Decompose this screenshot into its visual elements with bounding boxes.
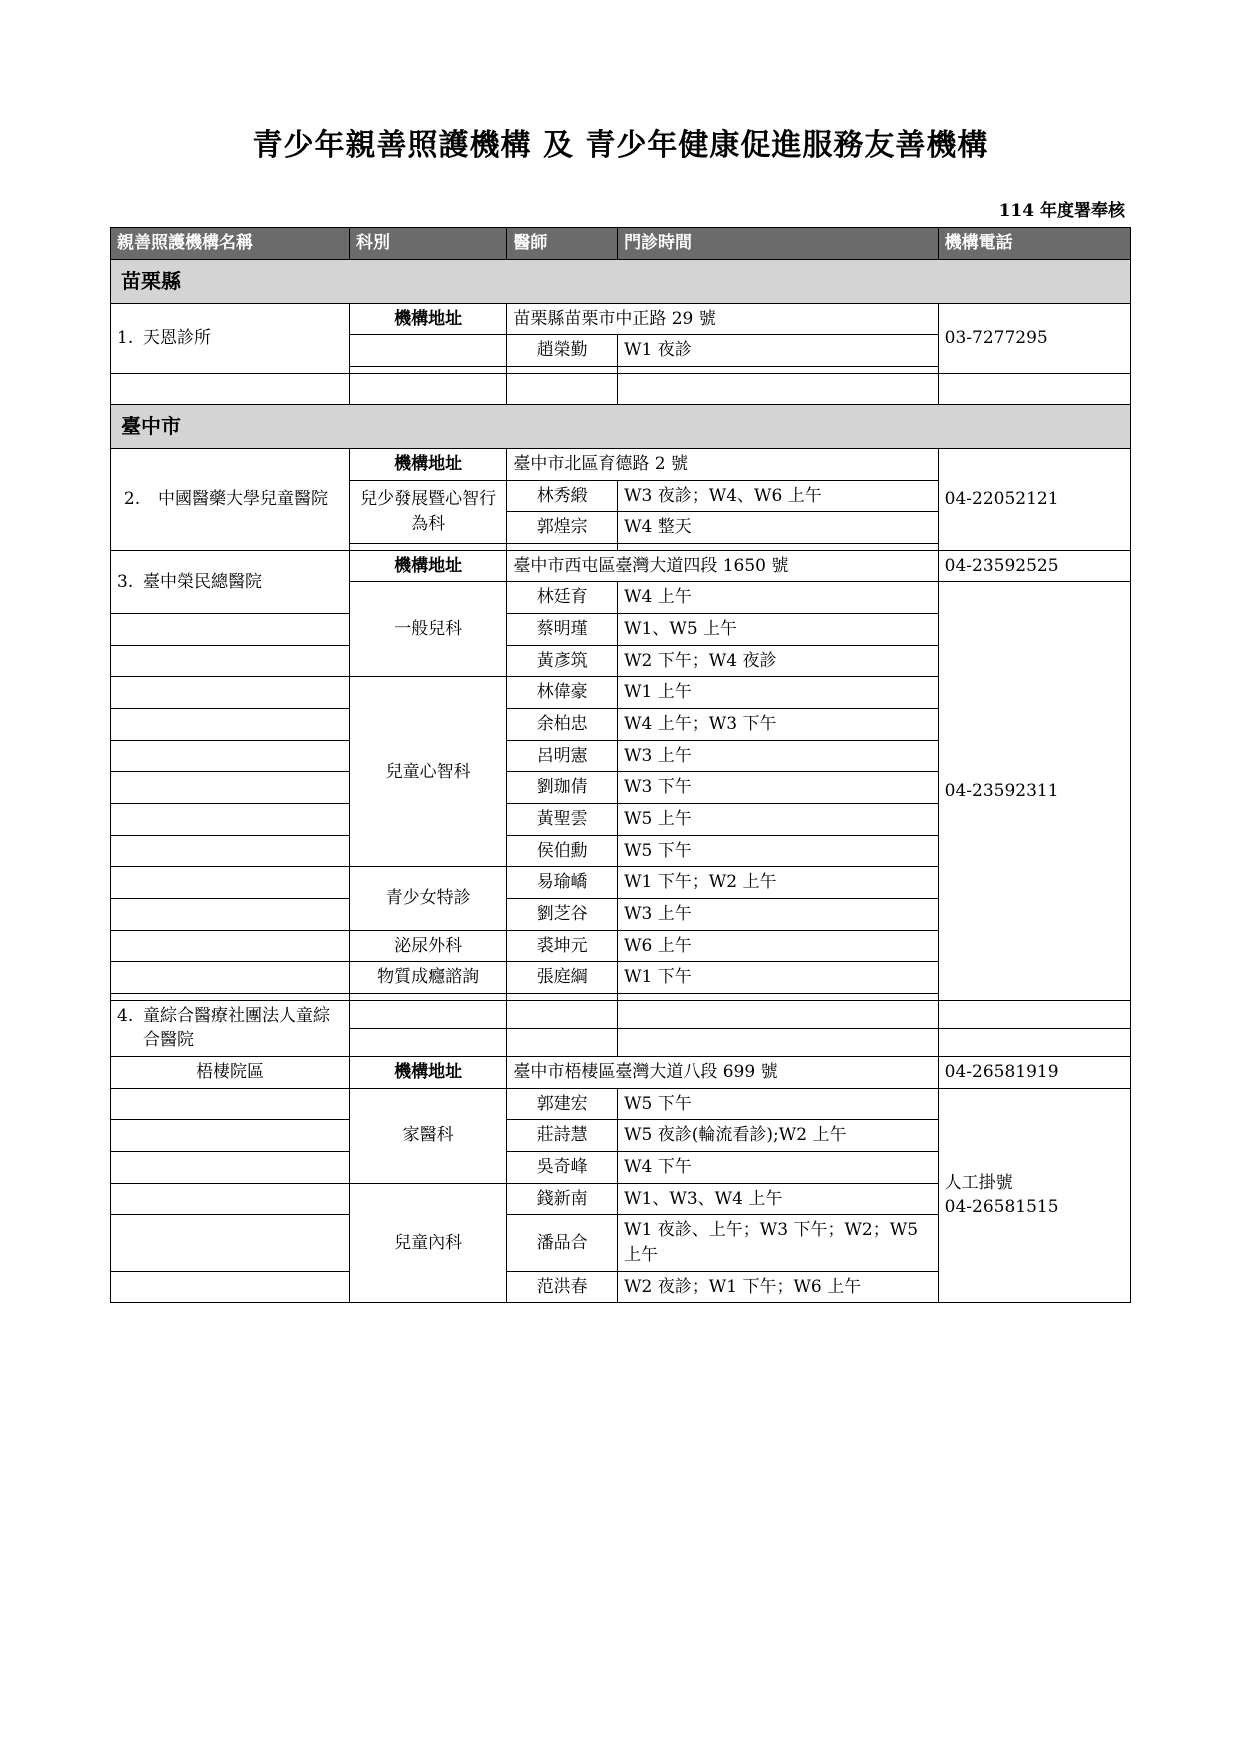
clinic-schedule: W5 夜診(輪流看診);W2 上午 (618, 1120, 939, 1152)
institution-name: 4. 童綜合醫療社團法人童綜合醫院 (111, 1000, 350, 1056)
doctor-name: 范洪春 (507, 1271, 618, 1303)
institution-name-cont (111, 898, 350, 930)
clinic-schedule-empty (618, 1028, 939, 1056)
clinic-schedule-empty (618, 366, 939, 373)
spacer-cell (111, 373, 350, 404)
doctor-name: 郭建宏 (507, 1088, 618, 1120)
institution-name-cont (111, 740, 350, 772)
institution-address-phone: 04-23592525 (938, 550, 1130, 582)
clinic-schedule: W6 上午 (618, 930, 939, 962)
doctor-name: 裘坤元 (507, 930, 618, 962)
address-label: 機構地址 (349, 303, 506, 335)
doctor-name: 林廷育 (507, 582, 618, 614)
department-name: 一般兒科 (349, 582, 506, 677)
department-name: 泌尿外科 (349, 930, 506, 962)
institution-name-cont (111, 867, 350, 899)
institution-name-cont (111, 1215, 350, 1271)
institution-name-cont (111, 709, 350, 741)
institution-name-cont (111, 835, 350, 867)
clinic-schedule: W4 上午；W3 下午 (618, 709, 939, 741)
clinic-schedule: W3 上午 (618, 740, 939, 772)
approval-note: 114 年度署奉核 (998, 201, 1125, 221)
institution-address: 臺中市西屯區臺灣大道四段 1650 號 (507, 550, 938, 582)
institution-phone: 04-23592311 (938, 582, 1130, 1000)
clinic-schedule: W1、W3、W4 上午 (618, 1183, 939, 1215)
institution-name-cont (111, 962, 350, 994)
clinic-schedule: W4 整天 (618, 512, 939, 544)
institution-name-cont (111, 645, 350, 677)
table-row (111, 303, 1131, 335)
table-row (111, 1088, 1131, 1120)
doctor-name: 劉芝谷 (507, 898, 618, 930)
table-row (111, 550, 1131, 582)
institution-name-cont (111, 1152, 350, 1184)
institution-name: 3. 臺中榮民總醫院 (111, 550, 350, 613)
institution-name: 2. 中國醫藥大學兒童醫院 (111, 448, 350, 550)
doctor-name-empty (507, 543, 618, 550)
clinic-schedule: W1 上午 (618, 677, 939, 709)
clinic-schedule: W5 下午 (618, 1088, 939, 1120)
doctor-name: 趙榮勤 (507, 335, 618, 367)
col-phone: 機構電話 (938, 228, 1130, 260)
clinic-schedule-empty (618, 993, 939, 1000)
address-label: 機構地址 (349, 1057, 506, 1089)
institution-name-cont (111, 803, 350, 835)
institution-name-cont (111, 1088, 350, 1120)
doctor-name: 莊詩慧 (507, 1120, 618, 1152)
table-row (111, 1000, 1131, 1028)
institution-name-cont (111, 1271, 350, 1303)
col-doctor: 醫師 (507, 228, 618, 260)
table-row (111, 448, 1131, 480)
region-name: 苗栗縣 (111, 259, 1131, 303)
department-name: 青少女特診 (349, 867, 506, 930)
doctor-name: 呂明憲 (507, 740, 618, 772)
table-row (111, 1057, 1131, 1089)
institution-phone: 03-7277295 (938, 303, 1130, 373)
institution-address: 臺中市北區育德路 2 號 (507, 448, 938, 480)
doctor-name: 易瑜嶠 (507, 867, 618, 899)
clinic-schedule: W1 夜診 (618, 335, 939, 367)
doctor-name-empty (507, 1028, 618, 1056)
doctor-name: 蔡明瑾 (507, 614, 618, 646)
doctor-name-empty (507, 1000, 618, 1028)
doctor-name-empty (507, 366, 618, 373)
spacer-row (111, 373, 1131, 404)
clinic-schedule: W4 上午 (618, 582, 939, 614)
doctor-name: 劉珈倩 (507, 772, 618, 804)
department-name: 物質成癮諮詢 (349, 962, 506, 994)
region-name: 臺中市 (111, 404, 1131, 448)
clinic-schedule: W1 下午 (618, 962, 939, 994)
clinic-schedule: W3 夜診；W4、W6 上午 (618, 480, 939, 512)
institution-name-cont (111, 993, 350, 1000)
doctor-name: 余柏忠 (507, 709, 618, 741)
col-institution-name: 親善照護機構名稱 (111, 228, 350, 260)
doctor-name: 林偉豪 (507, 677, 618, 709)
clinic-schedule-empty (618, 1000, 939, 1028)
institution-name: 1. 天恩診所 (111, 303, 350, 373)
department-name-empty (349, 1028, 506, 1056)
institution-name-cont (111, 1120, 350, 1152)
institution-name-cont (111, 1183, 350, 1215)
department-name-empty (349, 366, 506, 373)
phone-note: 人工掛號 (944, 1172, 1013, 1193)
department-name-empty (349, 1000, 506, 1028)
clinic-schedule: W5 下午 (618, 835, 939, 867)
spacer-cell (938, 373, 1130, 404)
region-row (111, 404, 1131, 448)
spacer-cell (618, 373, 939, 404)
institution-name-cont (111, 677, 350, 709)
clinic-schedule: W3 下午 (618, 772, 939, 804)
clinic-schedule-empty (618, 543, 939, 550)
clinic-schedule: W4 下午 (618, 1152, 939, 1184)
table-header-row (111, 228, 1131, 260)
address-label: 機構地址 (349, 448, 506, 480)
clinic-schedule: W2 夜診；W1 下午；W6 上午 (618, 1271, 939, 1303)
institution-address: 苗栗縣苗栗市中正路 29 號 (507, 303, 938, 335)
clinic-schedule: W3 上午 (618, 898, 939, 930)
page-title: 青少年親善照護機構 及 青少年健康促進服務友善機構 (252, 128, 989, 163)
department-name: 兒少發展暨心智行為科 (349, 480, 506, 543)
department-name-empty (349, 543, 506, 550)
clinic-schedule: W1 下午；W2 上午 (618, 867, 939, 899)
clinic-schedule: W2 下午；W4 夜診 (618, 645, 939, 677)
department-name: 家醫科 (349, 1088, 506, 1183)
clinic-schedule: W1 夜診、上午；W3 下午；W2；W5 上午 (618, 1215, 939, 1271)
address-label: 機構地址 (349, 550, 506, 582)
doctor-name: 郭煌宗 (507, 512, 618, 544)
institution-name-cont (111, 614, 350, 646)
region-row (111, 259, 1131, 303)
department-name (349, 335, 506, 367)
branch-name: 梧棲院區 (111, 1057, 350, 1089)
institution-address-phone: 04-26581919 (938, 1057, 1130, 1089)
doctor-name-empty (507, 993, 618, 1000)
department-name: 兒童心智科 (349, 677, 506, 867)
clinic-schedule: W1、W5 上午 (618, 614, 939, 646)
institution-phone-empty (938, 1000, 1130, 1028)
clinic-schedule: W5 上午 (618, 803, 939, 835)
spacer-cell (349, 373, 506, 404)
doctor-name: 林秀緞 (507, 480, 618, 512)
col-department: 科別 (349, 228, 506, 260)
institution-phone (938, 1088, 1130, 1302)
doctor-name: 黃聖雲 (507, 803, 618, 835)
doctor-name: 張庭綱 (507, 962, 618, 994)
doctor-name: 錢新南 (507, 1183, 618, 1215)
institution-name-cont (111, 772, 350, 804)
col-clinic-time: 門診時間 (618, 228, 939, 260)
institution-phone: 04-22052121 (938, 448, 1130, 550)
institution-address: 臺中市梧棲區臺灣大道八段 699 號 (507, 1057, 938, 1089)
department-name: 兒童內科 (349, 1183, 506, 1303)
doctor-name: 黃彥筑 (507, 645, 618, 677)
doctor-name: 潘品合 (507, 1215, 618, 1271)
doctor-name: 吳奇峰 (507, 1152, 618, 1184)
institution-name-cont (111, 930, 350, 962)
department-name-empty (349, 993, 506, 1000)
institutions-table (110, 227, 1131, 1303)
doctor-name: 侯伯勳 (507, 835, 618, 867)
spacer-cell (507, 373, 618, 404)
phone-number: 04-26581515 (944, 1197, 1059, 1218)
institution-phone-empty (938, 1028, 1130, 1056)
